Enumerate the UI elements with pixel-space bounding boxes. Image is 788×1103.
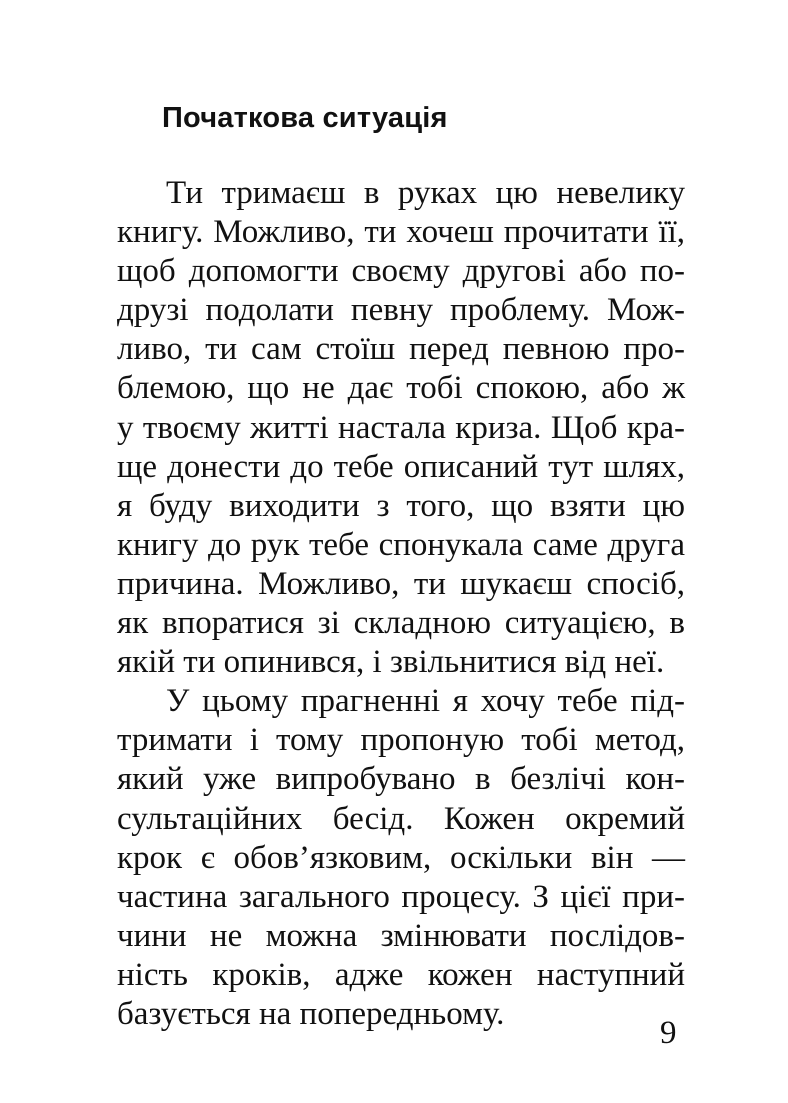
text-line: Ти тримаєш в руках цю невелику <box>166 175 685 211</box>
text-line: ність кроків, адже кожен наступний <box>117 956 685 993</box>
text-line: ще донести до тебе описаний тут шлях, <box>117 448 685 485</box>
text-line: сультаційних бесід. Кожен окремий <box>117 800 685 837</box>
text-line: якій ти опинився, і звільнитися від неї. <box>117 644 665 681</box>
text-line: крок є обов’язковим, оскільки він — <box>117 839 685 876</box>
text-line: книгу до рук тебе спонукала саме друга <box>117 526 685 563</box>
text-line: частина загального процесу. З цієї при- <box>117 878 685 915</box>
text-line: У цьому прагненні я хочу тебе під- <box>166 683 685 720</box>
page-number: 9 <box>660 1015 677 1051</box>
paragraph-1 <box>117 174 685 682</box>
text-line: друзі подолати певну проблему. Мож- <box>117 292 685 329</box>
text-line: ливо, ти сам стоїш перед певною про- <box>117 331 685 368</box>
text-line: базується на попередньому. <box>117 995 505 1032</box>
paragraph-2 <box>117 682 685 1034</box>
text-line: тримати і тому пропоную тобі метод, <box>117 722 685 759</box>
text-line: як впоратися зі складною ситуацією, в <box>117 605 685 642</box>
section-heading: Початкова ситуація <box>162 102 448 134</box>
text-line: книгу. Можливо, ти хочеш прочитати її, <box>117 214 685 251</box>
text-line: чини не можна змінювати послідов- <box>117 917 685 954</box>
text-line: у твоєму житті настала криза. Щоб кра- <box>117 409 685 446</box>
text-line: причина. Можливо, ти шукаєш спосіб, <box>117 565 685 602</box>
text-line: я буду виходити з того, що взяти цю <box>117 487 685 524</box>
text-line: щоб допомогти своєму другові або по- <box>117 253 685 290</box>
body-text <box>117 174 685 1034</box>
text-line: який уже випробувано в безлічі кон- <box>117 761 685 798</box>
text-line: блемою, що не дає тобі спокою, або ж <box>117 370 685 407</box>
